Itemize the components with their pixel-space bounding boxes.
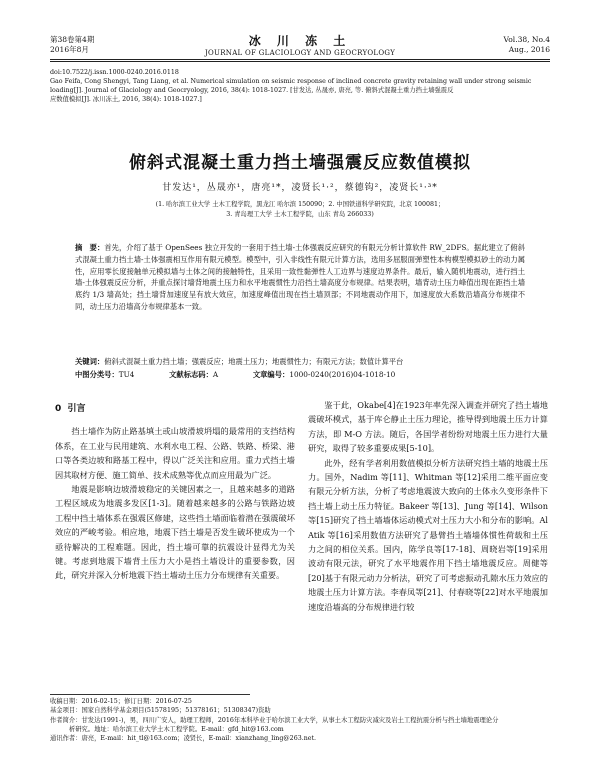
volume-cn: 第38卷第4期 — [50, 35, 95, 44]
abstract-text: 首先，介绍了基于 OpenSees 独立开发的一套用于挡土墙-土体强震反应研究的有限元分析计算软件 RW_2DFS。据此建立了俯斜式混凝土重力挡土墙-土体强震相互作用有限元模型。模型中，引入非线性有限元计算方法，选用多屈服面弹塑性本构模型模拟砂土的动力属性，应用零长度接触单元模拟墙与土体之间的接触特性，且采用一致性黏弹性人工边界与速度边界条件。最后，输入随机地震动，进行挡土墙-土体强震反应分析，并重点探讨墙背地震土压力和水平地震惯性力沿挡土墙高度分布规律。结果表明，墙背动土压力峰值出现在距挡土墙底约 1/3 墙高处；挡土墙背加速度呈有放大效应，加速度峰值出现在挡土墙顶部；不同地震动作用下，加速度放大系数沿墙高分布规律不同，动土压力沿墙高分布规律基本一致。 — [75, 243, 525, 311]
affiliation-line-1: (1. 哈尔滨工业大学 土木工程学院，黑龙江 哈尔滨 150090；2. 中国铁道科学研究院，北京 100081； — [155, 201, 445, 208]
header-rule — [50, 59, 550, 60]
header-right — [504, 35, 550, 55]
paragraph: 此外，经有学者利用数值模拟分析方法研究挡土墙的地震土压力。国外，Nadim 等[11]、Whitman 等[12]采用二维平面应变有限元分析方法，分析了考虑地震波大致向的土体永久变形条件下挡土墙上动土压力特征。Bakeer 等[13]、Jung 等[14]、Wilson 等[15]研究了挡土墙墙体运动模式对土压力大小和分布的影响。Al Atik 等[16]采用数值方法研究了悬臂挡土墙墙体惯性荷载和土压力之间的相位关系。国内，陈学良等[17-18]、周晓岩等[19]采用波动有限元法，研究了水平地震作用下挡土墙地震反应。周健等[20]基于有限元动力分析法，研究了可考虑振动孔隙水压力效应的地震土压力计算方法。李春凤等[21]、付春晓等[22]对水平地震加速度沿墙高的分布规律进行较 — [308, 457, 548, 612]
clc-value: TU4 — [118, 370, 135, 379]
citation-line-1: Gao Feifa, Cong Shengyi, Tang Liang, et al. Numerical simulation on seismic response of inclined concrete gravity retaining wall under strong seismic — [50, 78, 532, 85]
abstract — [75, 242, 525, 313]
volume-en: Vol.38, No.4 — [503, 35, 550, 44]
doc-code-value: A — [212, 370, 219, 379]
section-heading — [55, 402, 295, 416]
paragraph: 挡土墙作为防止路基填土或山坡滑坡坍塌的最常用的支挡结构体系，在工业与民用建筑、水利水电工程、公路、铁路、桥梁、港口等各类边坡和路基工程中，得以广泛关注和应用。重力式挡土墙因其取材方便、施工简单、技术成熟等优点而应用最为广泛。 — [55, 426, 295, 480]
article-id-label: 文章编号： — [252, 370, 290, 379]
date-en: Aug., 2016 — [508, 45, 550, 54]
header-left — [50, 35, 94, 55]
authors: 甘发达¹，丛晟亦¹，唐亮¹*，凌贤长¹·²，蔡德钩²，凌贤长¹·³* — [162, 183, 438, 193]
journal-name-cn: 冰 川 冻 土 — [248, 34, 352, 48]
paragraph: 鉴于此，Okabe[4]在1923年率先深入调查并研究了挡土墙地震破坏模式，基于库仑静止土压力理论，推导得到地震土压力计算方法，即 M-O 方法。随后，各国学者纷纷对地震土压力进行大量研究，取得了较多重要成果[5-10]。 — [308, 400, 548, 454]
received-date: 收稿日期：2016-02-15；修订日期：2016-07-25 — [50, 698, 192, 705]
section-title: 引言 — [67, 404, 86, 414]
paragraph: 地震是影响边坡滑坡稳定的关键因素之一，且越来越多的道路工程区域成为地震多发区[1-3]。随着越来越多的公路与铁路边坡工程中挡土墙体系在强震区修建，这些挡土墙面临着潜在强震破坏效应的严峻考验。相应地，地震下挡土墙是否发生破坏使成为一个亟待解决的工程难题。因此，挡土墙可靠的抗震设计显得尤为关键。考虑到地震下墙背土压力大小是挡土墙设计的重要参数，因此，研究并深入分析地震下挡土墙动土压力分布规律有关重要。 — [55, 484, 295, 581]
keywords-label: 关键词： — [75, 357, 105, 366]
article-id-value: 1000-0240(2016)04-1018-10 — [289, 370, 396, 379]
paper-title: 俯斜式混凝土重力挡土墙强震反应数值模拟 — [129, 153, 471, 173]
footnote — [50, 697, 550, 743]
fund-info: 基金项目：国家自然科学基金项目(51578195；51378161；51308347)资助 — [50, 707, 271, 715]
keywords — [75, 356, 525, 367]
journal-header — [200, 32, 400, 57]
left-column — [55, 402, 295, 583]
doc-code-label: 文献标志码： — [169, 370, 213, 379]
keywords-text: 俯斜式混凝土重力挡土墙；强震反应；地震土压力；地震惯性力；有限元方法；数值计算平台 — [104, 357, 404, 366]
right-column — [308, 398, 548, 614]
date-cn: 2016年8月 — [50, 45, 89, 54]
classification-row — [75, 369, 525, 380]
section-number: 0 — [55, 404, 62, 414]
journal-name-en: JOURNAL OF GLACIOLOGY AND GEOCRYOLOGY — [204, 49, 396, 57]
header-rule-thin — [50, 61, 550, 62]
footnote-rule — [50, 694, 250, 695]
citation-line-2: loading[J]. Journal of Glaciology and Geocryology, 2016, 38(4): 1018-1027. [甘发达, 丛晟亦, 唐亮, 等. 俯斜式混凝土重力挡土墙强震反 — [50, 87, 454, 94]
clc-label: 中图分类号： — [75, 370, 119, 379]
author-bio: 作者简介：甘发达(1991-)，男，四川广安人，助理工程师，2016年本科毕业于哈尔滨工业大学，从事土木工程防灾减灾及岩土工程抗震分析与挡土墙地震理论分 — [50, 716, 499, 724]
affiliation-line-2: 3. 青岛理工大学 土木工程学院，山东 青岛 266033) — [226, 211, 374, 218]
citation-line-3: 应数值模拟[J]. 冰川冻土, 2016, 38(4): 1018-1027.] — [50, 96, 202, 103]
citation-block — [50, 68, 550, 104]
author-bio-cont: 析研究。地址：哈尔滨工业大学土木工程学院。E-mail：gfd_hit@163.com — [68, 725, 284, 733]
abstract-label: 摘 要： — [75, 243, 105, 252]
doi: doi:10.7522/j.issn.1000-0240.2016.0118 — [50, 69, 179, 76]
corresponding-author: 通讯作者：唐亮，E-mail：hit_tl@163.com；凌贤长，E-mail：xianzhang_ling@263.net. — [50, 735, 317, 743]
